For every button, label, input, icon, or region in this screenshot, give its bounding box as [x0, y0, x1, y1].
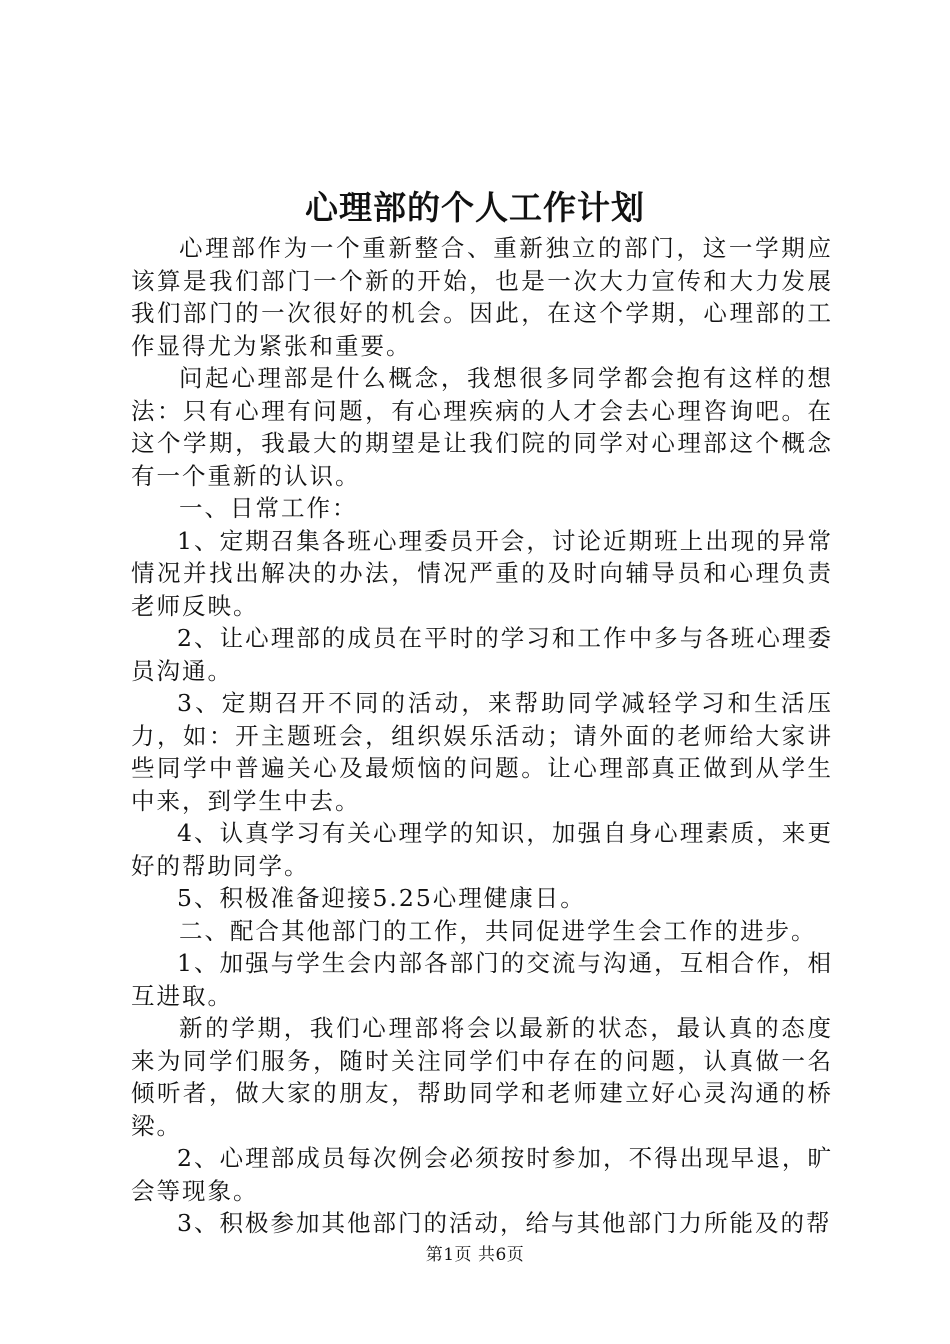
document-title: 心理部的个人工作计划	[305, 188, 645, 227]
list-item: 1、加强与学生会内部各部门的交流与沟通，互相合作，相互进取。	[131, 949, 833, 1010]
list-item: 1、定期召集各班心理委员开会，讨论近期班上出现的异常情况并找出解决的办法，情况严重的及时向辅导员和心理负责老师反映。	[131, 526, 833, 620]
list-item: 4、认真学习有关心理学的知识，加强自身心理素质，来更好的帮助同学。	[131, 819, 833, 880]
list-item: 2、心理部成员每次例会必须按时参加，不得出现早退，旷会等现象。	[131, 1144, 833, 1205]
paragraph-intro: 心理部作为一个重新整合、重新独立的部门，这一学期应该算是我们部门一个新的开始，也是一次大力宣传和大力发展我们部门的一次很好的机会。因此，在这个学期，心理部的工作显得尤为紧张和重要。	[131, 234, 833, 360]
paragraph-concept: 问起心理部是什么概念，我想很多同学都会抱有这样的想法：只有心理有问题，有心理疾病的人才会去心理咨询吧。在这个学期，我最大的期望是让我们院的同学对心理部这个概念有一个重新的认识。	[131, 364, 833, 490]
section-heading-daily-work: 一、日常工作：	[179, 494, 358, 522]
list-item: 3、定期召开不同的活动，来帮助同学减轻学习和生活压力，如：开主题班会，组织娱乐活动；请外面的老师给大家讲些同学中普遍关心及最烦恼的问题。让心理部真正做到从学生中来，到学生中去。	[131, 689, 833, 815]
page-footer: 第1页 共6页	[425, 1245, 525, 1265]
section-heading-cooperation: 二、配合其他部门的工作，共同促进学生会工作的进步。	[179, 916, 817, 945]
list-item: 5、积极准备迎接5.25心理健康日。	[177, 884, 586, 912]
paragraph-new-semester: 新的学期，我们心理部将会以最新的状态，最认真的态度来为同学们服务，随时关注同学们中存在的问题，认真做一名倾听者，做大家的朋友，帮助同学和老师建立好心灵沟通的桥梁。	[131, 1014, 833, 1140]
list-item: 2、让心理部的成员在平时的学习和工作中多与各班心理委员沟通。	[131, 624, 833, 685]
list-item: 3、积极参加其他部门的活动，给与其他部门力所能及的帮	[177, 1209, 832, 1237]
document-body	[131, 232, 833, 1240]
